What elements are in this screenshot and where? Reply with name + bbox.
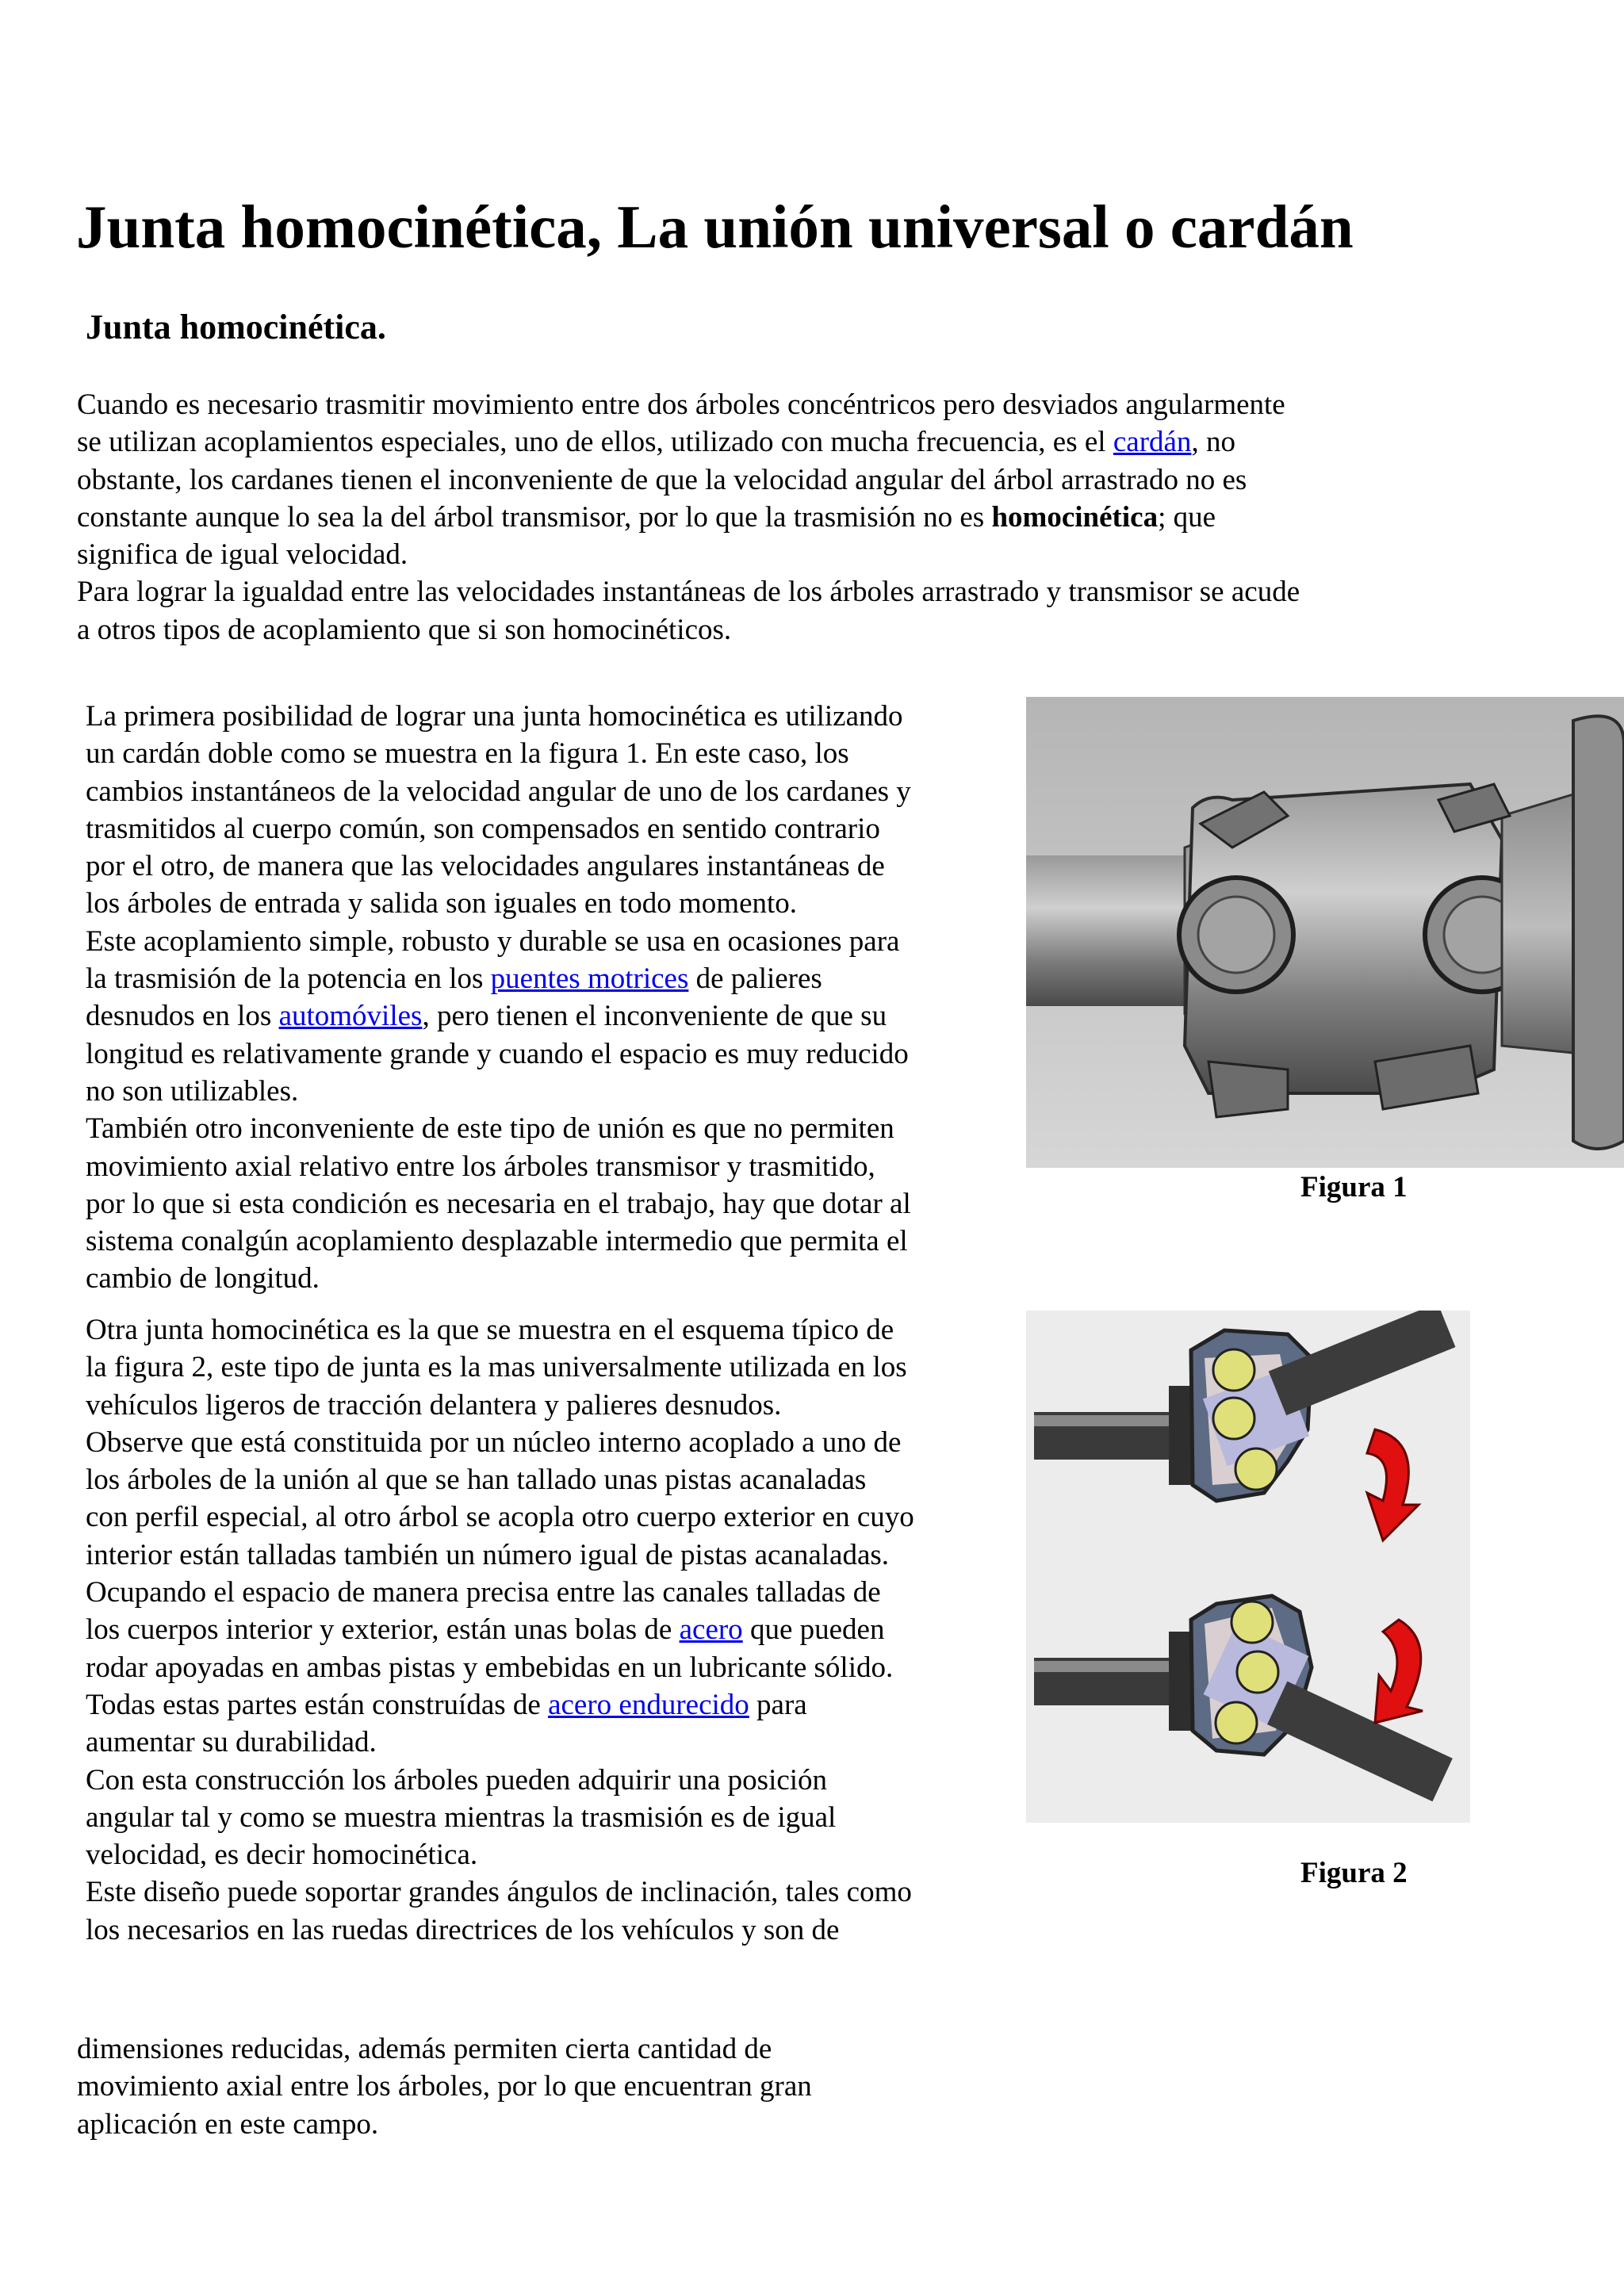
text-line: rodar apoyadas en ambas pistas y embebidas en un lubricante sólido. xyxy=(86,1651,894,1684)
text-line: significa de igual velocidad. xyxy=(77,538,408,572)
text-line: Todas estas partes están construídas de acero endurecido para xyxy=(86,1688,807,1721)
text-line: cambio de longitud. xyxy=(86,1262,320,1295)
text-line: los árboles de la unión al que se han tallado unas pistas acanaladas xyxy=(86,1464,867,1497)
text-line: los necesarios en las ruedas directrices de los vehículos y son de xyxy=(86,1913,840,1946)
text-line: se utilizan acoplamientos especiales, uno de ellos, utilizado con mucha frecuencia, es el cardán, no xyxy=(77,426,1235,459)
text-line: constante aunque lo sea la del árbol transmisor, por lo que la trasmisión no es homocinética; que xyxy=(77,500,1216,534)
automoviles-link[interactable]: automóviles xyxy=(278,1000,423,1033)
text-line: un cardán doble como se muestra en la figura 1. En este caso, los xyxy=(86,737,849,771)
text-line: movimiento axial entre los árboles, por lo que encuentran gran xyxy=(77,2070,812,2103)
text-line: por el otro, de manera que las velocidades angulares instantáneas de xyxy=(86,850,885,883)
text-line: Observe que está constituida por un núcleo interno acoplado a uno de xyxy=(86,1425,902,1459)
figure-2-cv-joint-diagram xyxy=(1026,1311,1470,1823)
text-line: aplicación en este campo. xyxy=(77,2107,379,2141)
text-line: La primera posibilidad de lograr una junta homocinética es utilizando xyxy=(86,700,903,733)
text-line: obstante, los cardanes tienen el inconveniente de que la velocidad angular del árbol arrastrado no es xyxy=(77,463,1247,496)
double-cardan-paragraph xyxy=(86,698,1013,1298)
acero-endurecido-link[interactable]: acero endurecido xyxy=(548,1688,749,1721)
puentes-motrices-link[interactable]: puentes motrices xyxy=(490,962,689,996)
text-line: dimensiones reducidas, además permiten cierta cantidad de xyxy=(77,2033,772,2065)
text-line: Cuando es necesario trasmitir movimiento entre dos árboles concéntricos pero desviados angularmente xyxy=(77,388,1285,421)
text-line: no son utilizables. xyxy=(86,1074,299,1108)
acero-link[interactable]: acero xyxy=(679,1613,743,1647)
text-line: Con esta construcción los árboles pueden adquirir una posición xyxy=(86,1763,828,1797)
text-line: vehículos ligeros de tracción delantera y palieres desnudos. xyxy=(86,1388,782,1422)
page-title: Junta homocinética, La unión universal o cardán xyxy=(76,193,1354,261)
text-line: desnudos en los automóviles, pero tienen el inconveniente de que su xyxy=(86,1000,887,1033)
text-line: interior están talladas también un número igual de pistas acanaladas. xyxy=(86,1538,890,1571)
text-line: con perfil especial, al otro árbol se acopla otro cuerpo exterior en cuyo xyxy=(86,1501,914,1534)
text-line: sistema conalgún acoplamiento desplazable intermedio que permita el xyxy=(86,1225,908,1258)
text-line: cambios instantáneos de la velocidad angular de uno de los cardanes y xyxy=(86,775,911,808)
text-line: por lo que si esta condición es necesaria en el trabajo, hay que dotar al xyxy=(86,1187,911,1220)
text-line: la trasmisión de la potencia en los puentes motrices de palieres xyxy=(86,962,822,996)
text-line: trasmitidos al cuerpo común, son compensados en sentido contrario xyxy=(86,812,880,845)
text-line: a otros tipos de acoplamiento que si son homocinéticos. xyxy=(77,613,732,646)
cv-joint-schematic xyxy=(1026,1311,1470,1823)
text-line: Ocupando el espacio de manera precisa entre las canales talladas de xyxy=(86,1576,881,1609)
double-cardan-illustration xyxy=(1026,697,1624,1168)
text-line: aumentar su durabilidad. xyxy=(86,1726,377,1759)
text-line: longitud es relativamente grande y cuando el espacio es muy reducido xyxy=(86,1037,909,1070)
cv-joint-paragraph xyxy=(86,1311,1013,1949)
text-line: la figura 2, este tipo de junta es la mas universalmente utilizada en los xyxy=(86,1351,907,1384)
text-line: angular tal y como se muestra mientras la trasmisión es de igual xyxy=(86,1800,837,1834)
bold-term: homocinética xyxy=(991,500,1159,534)
figure-2-caption: Figura 2 xyxy=(1300,1857,1408,1889)
text-line: los cuerpos interior y exterior, están unas bolas de acero que pueden xyxy=(86,1613,885,1647)
text-line: Otra junta homocinética es la que se muestra en el esquema típico de xyxy=(86,1314,894,1346)
text-line: Para lograr la igualdad entre las velocidades instantáneas de los árboles arrastrado y transmisor se acude xyxy=(77,576,1300,609)
text-line: Este diseño puede soportar grandes ángulos de inclinación, tales como xyxy=(86,1876,912,1909)
text-line: Este acoplamiento simple, robusto y durable se usa en ocasiones para xyxy=(86,924,900,958)
section-heading: Junta homocinética. xyxy=(86,308,386,346)
text-line: También otro inconveniente de este tipo de unión es que no permiten xyxy=(86,1112,894,1146)
figure-1-caption: Figura 1 xyxy=(1300,1171,1408,1203)
intro-paragraph xyxy=(77,386,1496,649)
text-line: velocidad, es decir homocinética. xyxy=(86,1839,478,1872)
text-line: los árboles de entrada y salida son iguales en todo momento. xyxy=(86,887,798,920)
cardan-link[interactable]: cardán xyxy=(1113,426,1192,459)
text-line: movimiento axial relativo entre los árboles transmisor y trasmitido, xyxy=(86,1150,875,1183)
cv-joint-paragraph-end xyxy=(77,2030,1005,2143)
figure-1-double-cardan-image xyxy=(1026,697,1624,1168)
